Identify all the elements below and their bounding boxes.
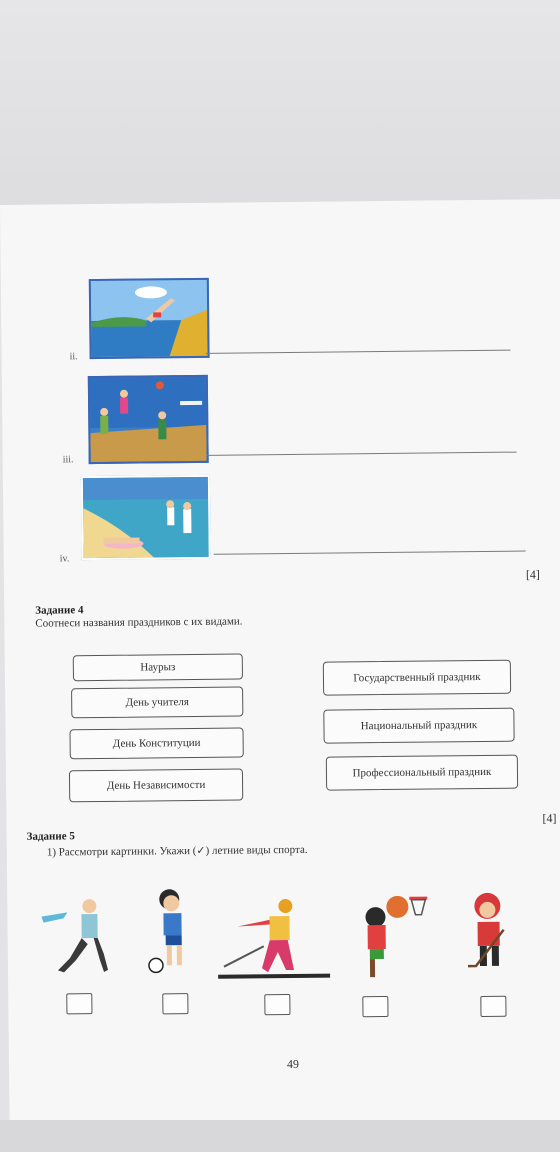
item-label-iv: iv.	[59, 553, 70, 565]
sport-checkbox-skating[interactable]	[66, 993, 92, 1014]
beach-picture	[81, 475, 211, 560]
sport-checkbox-hockey[interactable]	[480, 996, 506, 1017]
skiing-icon	[217, 896, 334, 987]
type-box-state[interactable]: Государственный праздник	[323, 660, 511, 696]
score-task4: [4]	[542, 811, 557, 826]
answer-line-iv[interactable]	[214, 551, 526, 555]
sport-checkbox-basketball[interactable]	[362, 996, 388, 1017]
task4-instruction: Соотнеси названия праздников с их видами.	[35, 615, 243, 630]
holiday-box-teachers-day[interactable]: День учителя	[71, 686, 243, 718]
answer-line-ii[interactable]	[206, 350, 511, 354]
worksheet-page	[0, 199, 560, 1130]
answer-line-iii[interactable]	[207, 452, 517, 456]
holiday-box-independence-day[interactable]: День Независимости	[69, 768, 243, 802]
score-task3: [4]	[525, 567, 540, 582]
basketball-icon	[353, 891, 430, 982]
sport-checkbox-skiing[interactable]	[264, 994, 290, 1015]
type-box-professional[interactable]: Профессиональный праздник	[326, 755, 518, 791]
sport-checkbox-football[interactable]	[162, 993, 188, 1014]
page-number: 49	[286, 1056, 300, 1072]
item-label-ii: ii.	[69, 351, 78, 363]
type-box-national[interactable]: Национальный праздник	[323, 708, 514, 744]
task5-title: Задание 5	[26, 830, 75, 843]
figure-skating-icon	[37, 892, 118, 983]
background-shadow-bottom	[0, 1120, 560, 1152]
item-label-iii: iii.	[62, 454, 74, 466]
task5-instruction: 1) Рассмотри картинки. Укажи (✓) летние виды спорта.	[46, 843, 308, 859]
football-icon	[145, 887, 206, 984]
holiday-box-constitution-day[interactable]: День Конституции	[69, 727, 243, 759]
task4-title: Задание 4	[35, 604, 84, 617]
diving-picture	[89, 278, 210, 359]
holiday-box-nauryz[interactable]: Наурыз	[73, 653, 243, 681]
volleyball-picture	[88, 375, 209, 464]
hockey-icon	[455, 890, 516, 981]
